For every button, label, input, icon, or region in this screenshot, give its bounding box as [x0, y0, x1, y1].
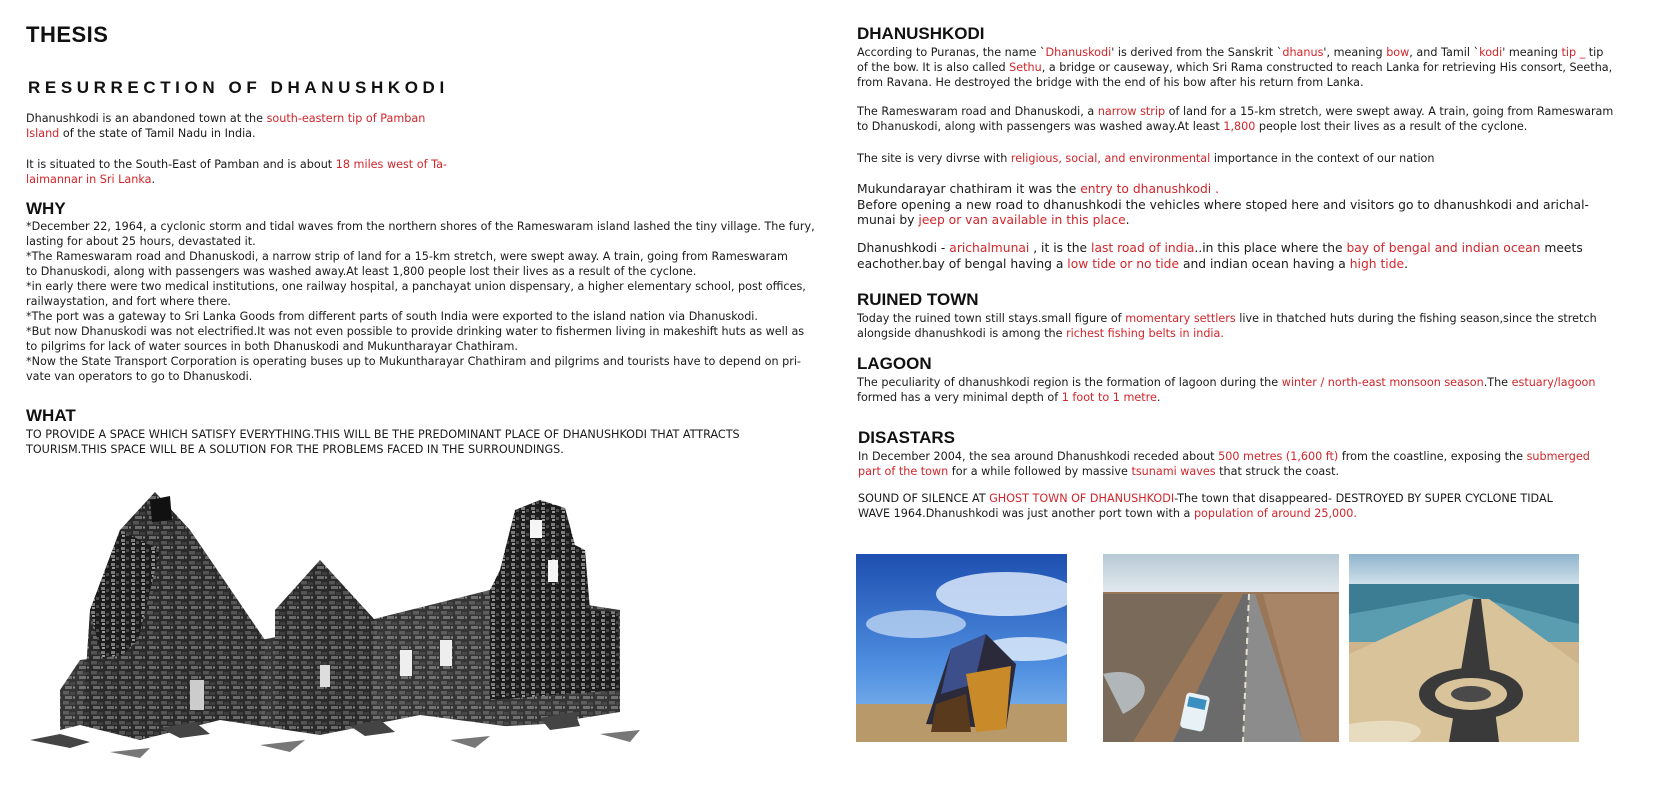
text-run: Before opening a new road to dhanushkodi the vehicles where stoped here and visitors go to dhanushkodi and arichal-: [857, 197, 1589, 212]
text-line: *December 22, 1964, a cyclonic storm and tidal waves from the northern shores of the Rameswaram island lashed the tiny village. The fury,: [26, 220, 815, 233]
text-line: [857, 390, 1596, 405]
disastars-paragraph-2: [858, 491, 1553, 521]
highlighted-text: high tide: [1349, 256, 1405, 271]
text-run: that struck the coast.: [1215, 465, 1340, 478]
highlighted-text: 1 foot to 1 metre: [1061, 391, 1157, 404]
highlighted-text: winter / north-east monsoon season: [1281, 376, 1484, 389]
highlighted-text: population of around 25,000.: [1193, 507, 1357, 520]
text-line: [26, 111, 425, 126]
text-line: [857, 151, 1435, 166]
dhanushkodi-heading: DHANUSHKODI: [857, 24, 985, 43]
text-line: [857, 45, 1612, 60]
disastars-heading: DISASTARS: [858, 428, 955, 447]
highlighted-text: narrow strip: [1097, 105, 1166, 118]
highlighted-text: estuary/lagoon: [1511, 376, 1596, 389]
highlighted-text: 1,800: [1223, 120, 1256, 133]
text-line: lasting for about 25 hours, devastated it.: [26, 235, 256, 248]
highlighted-text: Dhanuskodi: [1045, 46, 1112, 59]
text-run: .: [1156, 391, 1161, 404]
text-run: .: [151, 173, 156, 186]
text-line: [857, 119, 1613, 134]
text-run: According to Puranas, the name `: [857, 46, 1046, 59]
text-line: railwaystation, and fort where there.: [26, 295, 231, 308]
text-run: ..in this place where the: [1194, 241, 1347, 255]
highlighted-text: 500 metres (1,600 ft): [1218, 450, 1339, 463]
text-line: [857, 311, 1597, 326]
text-run: alongside dhanushkodi is among the: [857, 327, 1067, 340]
text-run: for a while followed by massive: [948, 465, 1132, 478]
highlighted-text: submerged: [1526, 450, 1590, 463]
highlighted-text: bay of bengal and indian ocean: [1346, 241, 1541, 255]
highlighted-text: tsunami waves: [1131, 465, 1216, 478]
highlighted-text: jeep or van available in this place: [918, 213, 1126, 227]
text-run: tip: [1585, 46, 1604, 59]
text-run: It is situated to the South-East of Pamban and is about: [26, 158, 336, 171]
highlighted-text: Island: [26, 127, 60, 140]
text-run: WAVE 1964.Dhanushkodi was just another port town with a: [858, 507, 1194, 520]
text-run: Dhanushkodi is an abandoned town at the: [26, 112, 267, 125]
text-line: [26, 126, 425, 141]
why-heading: WHY: [26, 199, 66, 218]
boat-wreck-photo: [856, 554, 1067, 742]
highlighted-text: religious, social, and environmental: [1010, 152, 1211, 165]
text-line: *in early there were two medical institutions, one railway hospital, a panchayat union dispensary, a higher elementary school, post offices,: [26, 280, 806, 293]
text-run: , it is the: [1033, 241, 1092, 255]
text-run: meets: [1540, 241, 1583, 255]
text-run: SOUND OF SILENCE AT: [858, 492, 990, 505]
text-line: [26, 172, 447, 187]
text-line: [26, 157, 447, 172]
highlighted-text: richest fishing belts in india.: [1066, 327, 1224, 340]
text-run: .: [1404, 256, 1408, 271]
dhanushkodi-paragraph-4: [857, 182, 1589, 229]
highlighted-text: 18 miles west of Ta-: [335, 158, 447, 171]
text-run: live in thatched huts during the fishing season,since the stretch: [1235, 312, 1597, 325]
ruined-town-paragraph: [857, 311, 1597, 341]
text-line: [857, 60, 1612, 75]
text-line: [857, 326, 1597, 341]
text-line: [857, 375, 1596, 390]
text-run: , and Tamil `: [1409, 46, 1480, 59]
text-run: -The town that disappeared- DESTROYED BY SUPER CYCLONE TIDAL: [1174, 492, 1553, 505]
dhanushkodi-paragraph-5: [857, 241, 1583, 272]
text-line: [858, 491, 1553, 506]
text-line: to Dhanuskodi, along with passengers was washed away.At least 1,800 people lost their lives as a result of the cyclone.: [26, 265, 697, 278]
intro-paragraph: [26, 111, 425, 141]
dhanushkodi-paragraph-2: [857, 104, 1613, 134]
what-heading: WHAT: [26, 406, 76, 425]
text-run: from Ravana. He destroyed the bridge with the end of his bow after his return from Lanka.: [857, 76, 1364, 89]
text-run: people lost their lives as a result of the cyclone.: [1255, 120, 1528, 133]
text-run: munai by: [857, 213, 919, 227]
highlighted-text: low tide or no tide: [1067, 256, 1180, 271]
right-page: [827, 0, 1654, 787]
text-run: , a bridge or causeway, which Sri Rama constructed to reach Lanka for retrieving His consort, Seetha,: [1041, 61, 1613, 74]
text-line: to pilgrims for lack of water sources in both Dhanuskodi and Mukuntharayar Chathiram.: [26, 340, 518, 353]
text-run: .The: [1483, 376, 1512, 389]
why-paragraph: [26, 219, 815, 384]
highlighted-text: south-eastern tip of Pamban: [266, 112, 426, 125]
highlighted-text: Sethu: [1009, 61, 1042, 74]
highlighted-text: laimannar in Sri Lanka: [26, 173, 152, 186]
ruins-illustration: [20, 490, 660, 780]
text-run: The site is very divrse with: [857, 152, 1011, 165]
text-line: [857, 182, 1589, 198]
lagoon-paragraph: [857, 375, 1596, 405]
dhanushkodi-paragraph-1: [857, 45, 1612, 90]
text-run: .: [1125, 213, 1130, 227]
highlighted-text: dhanus: [1282, 46, 1324, 59]
highlighted-text: last road of india: [1091, 241, 1195, 255]
thesis-title: THESIS: [26, 22, 109, 47]
text-line: TOURISM.THIS SPACE WILL BE A SOLUTION FOR THE PROBLEMS FACED IN THE SURROUNDINGS.: [26, 443, 564, 456]
text-run: Today the ruined town still stays.small figure of: [857, 312, 1126, 325]
text-line: [858, 449, 1590, 464]
text-line: [857, 213, 1589, 229]
highlighted-text: kodi: [1479, 46, 1503, 59]
text-run: importance in the context of our nation: [1210, 152, 1435, 165]
text-line: TO PROVIDE A SPACE WHICH SATISFY EVERYTHING.THIS WILL BE THE PREDOMINANT PLACE OF DHANUSHKODI THAT ATTRACTS: [26, 428, 740, 441]
text-line: *The port was a gateway to Sri Lanka Goods from different parts of south India were exported to the island nation via Dhanuskodi.: [26, 310, 758, 323]
text-run: The Rameswaram road and Dhanuskodi, a: [857, 105, 1098, 118]
text-line: [857, 75, 1612, 90]
text-run: and indian ocean having a: [1179, 256, 1350, 271]
text-line: *Now the State Transport Corporation is operating buses up to Mukuntharayar Chathiram and pilgrims and tourists have to depend on pri-: [26, 355, 801, 368]
text-line: *The Rameswaram road and Dhanuskodi, a narrow strip of land for a 15-km stretch, were swept away. A train, going from Rameswaram: [26, 250, 788, 263]
text-run: Dhanushkodi -: [857, 241, 950, 255]
text-run: The peculiarity of dhanushkodi region is the formation of lagoon during the: [857, 376, 1282, 389]
text-line: [857, 257, 1583, 273]
text-run: ' meaning: [1502, 46, 1562, 59]
text-line: [858, 464, 1590, 479]
highlighted-text: tip _: [1561, 46, 1586, 59]
ruined-town-heading: RUINED TOWN: [857, 290, 979, 309]
text-run: Mukundarayar chathiram it was the: [857, 182, 1081, 196]
text-line: [858, 506, 1553, 521]
text-line: vate van operators to go to Dhanuskodi.: [26, 370, 253, 383]
text-run: of the bow. It is also called: [857, 61, 1010, 74]
text-run: ' is derived from the Sanskrit `: [1111, 46, 1283, 59]
what-paragraph: [26, 427, 740, 457]
text-line: *But now Dhanuskodi was not electrified.It was not even possible to provide drinking water to fishermen living in makeshift huts as well as: [26, 325, 805, 338]
highlighted-text: bow: [1386, 46, 1410, 59]
disastars-paragraph-1: [858, 449, 1590, 479]
aerial-road-end-photo: [1349, 554, 1579, 742]
text-run: ', meaning: [1323, 46, 1387, 59]
text-run: of land for a 15-km stretch, were swept away. A train, going from Rameswaram: [1165, 105, 1614, 118]
highlighted-text: GHOST TOWN OF DHANUSHKODI: [989, 492, 1175, 505]
highlighted-text: momentary settlers: [1125, 312, 1236, 325]
dhanushkodi-paragraph-3: [857, 151, 1435, 166]
text-run: to Dhanuskodi, along with passengers was washed away.At least: [857, 120, 1224, 133]
highlighted-text: arichalmunai: [949, 241, 1034, 255]
location-paragraph: [26, 157, 447, 187]
lagoon-heading: LAGOON: [857, 354, 932, 373]
text-run: of the state of Tamil Nadu in India.: [59, 127, 256, 140]
text-run: In December 2004, the sea around Dhanushkodi receded about: [858, 450, 1219, 463]
road-bus-photo: [1103, 554, 1339, 742]
text-line: [857, 104, 1613, 119]
text-run: from the coastline, exposing the: [1338, 450, 1527, 463]
project-subtitle: RESURRECTION OF DHANUSHKODI: [28, 78, 449, 97]
text-line: [857, 198, 1589, 214]
text-run: formed has a very minimal depth of: [857, 391, 1062, 404]
text-run: eachother.bay of bengal having a: [857, 256, 1068, 271]
highlighted-text: part of the town: [858, 465, 949, 478]
text-line: [857, 241, 1583, 257]
highlighted-text: entry to dhanushkodi .: [1080, 182, 1220, 196]
